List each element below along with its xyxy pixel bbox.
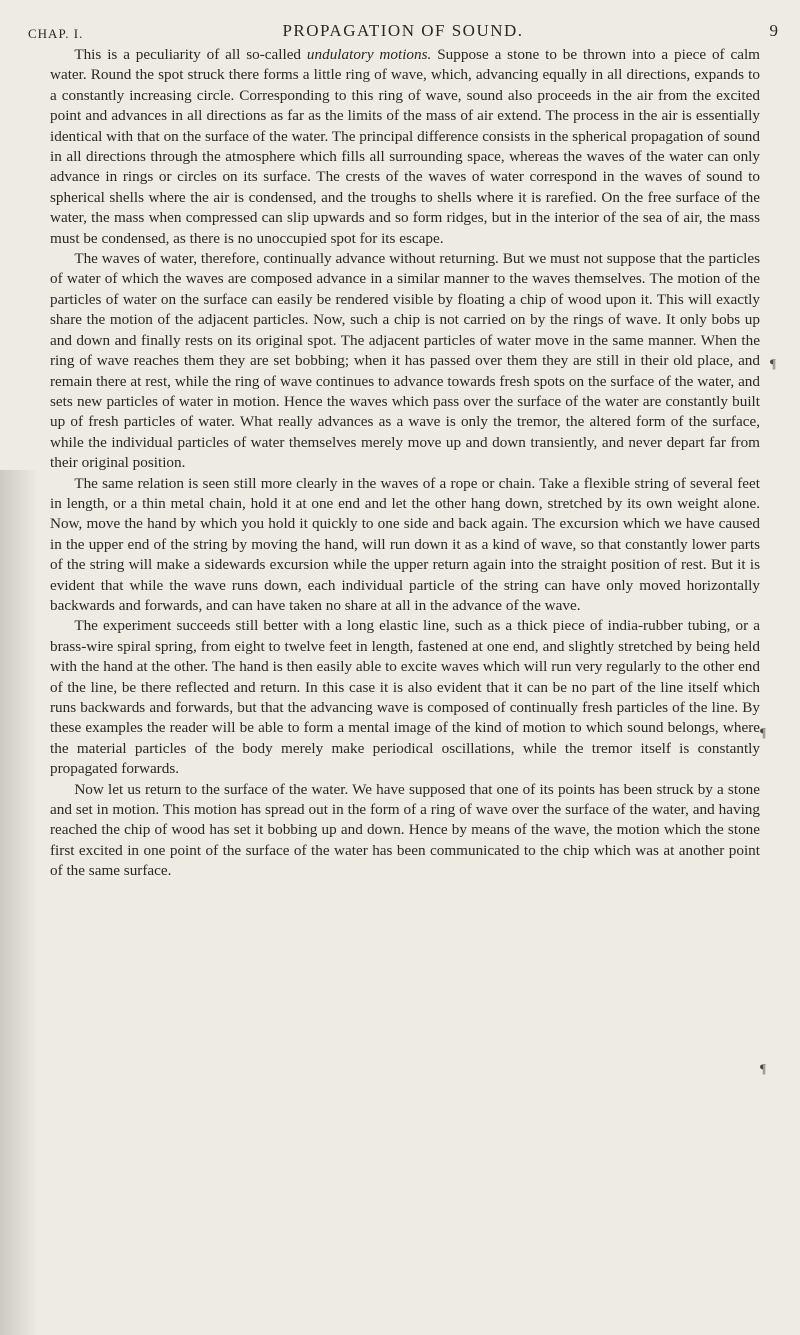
paragraph: Now let us return to the surface of the water. We have supposed that one of its points has been struck by a stone and set in motion. This motion has spread out in the form of a ring of wave over the surface of the water, and having reached the chip of wood has set it bobbing up and down. Hence by means of the wave, the motion which the stone first excited in one point of the surface of the water has been communicated to the chip which was at another point of the same surface. <box>50 780 760 880</box>
paragraph: This is a peculiarity of all so-called undulatory motions. Suppose a stone to be thrown into a piece of calm water. Round the spot struck there forms a little ring of wave, which, advancing equally in all directions, expands to a constantly increasing circle. Corresponding to this ring of wave, sound also proceeds in the air from the excited point and advances in all directions as far as the limits of the mass of air extend. The process in the air is essentially identical with that on the surface of the water. The principal difference consists in the spherical propagation of sound in all directions through the atmosphere which fills all surrounding space, whereas the waves of the water can only advance in rings or circles on its surface. The crests of the waves of water correspond in the waves of sound to spherical shells where the air is condensed, and the troughs to shells where it is rarefied. On the free surface of the water, the mass when compressed can slip upwards and so form ridges, but in the interior of the sea of air, the mass must be condensed, as there is no unoccupied spot for its escape. <box>50 46 760 247</box>
running-title: PROPAGATION OF SOUND. <box>282 21 524 40</box>
body-text <box>50 45 760 882</box>
emphasis: undulatory motions. <box>306 46 432 63</box>
paragraph: The same relation is seen still more clearly in the waves of a rope or chain. Take a flexible string of several feet in length, or a thin metal chain, hold it at one end and let the other hang down, stretched by its own weight alone. Now, move the hand by which you hold it quickly to one side and back again. The excursion which we have caused in the upper end of the string by moving the hand, will run down it as a kind of wave, so that constantly lower parts of the string will make a sidewards excursion while the upper return again into the straight position of rest. But it is evident that while the wave runs down, each individual particle of the string can have only moved horizontally backwards and forwards, and can have taken no share at all in the advance of the wave. <box>50 474 760 614</box>
paragraph: The waves of water, therefore, continually advance without returning. But we must not suppose that the particles of water of which the waves are composed advance in a similar manner to the waves themselves. The motion of the particles of water on the surface can easily be rendered visible by floating a chip of wood upon it. This will exactly share the motion of the adjacent particles. Now, such a chip is not carried on by the rings of wave. It only bobs up and down and finally rests on its original spot. The adjacent particles of water move in the same manner. When the ring of wave reaches them they are set bobbing; when it has passed over them they are still in their old place, and remain there at rest, while the ring of wave continues to advance towards fresh spots on the surface of the water, and sets new particles of water in motion. Hence the waves which pass over the surface of the water are constantly built up of fresh particles of water. What really advances as a wave is only the tremor, the altered form of the surface, while the individual particles of water themselves merely move up and down transiently, and never depart far from their original position. <box>50 250 760 472</box>
pilcrow-mark: ¶ <box>760 725 766 740</box>
running-header <box>28 18 778 46</box>
page-gutter-shadow <box>0 470 38 1335</box>
paragraph: The experiment succeeds still better with a long elastic line, such as a thick piece of india-rubber tubing, or a brass-wire spiral spring, from eight to twelve feet in length, fastened at one end, and slightly stretched by being held with the hand at the other. The hand is then easily able to excite waves which will run very regularly to the other end of the line, be there reflected and return. In this case it is also evident that it can be no part of the line itself which runs backwards and forwards, but that the advancing wave is composed of continually fresh particles of the line. By these examples the reader will be able to form a mental image of the kind of motion to which sound belongs, where the material particles of the body merely make periodical oscillations, while the tremor itself is constantly propagated forwards. <box>50 617 760 778</box>
pilcrow-mark: ¶ <box>760 1061 766 1076</box>
page-number: 9 <box>769 21 778 40</box>
pilcrow-mark: ¶ <box>770 356 776 371</box>
chapter-label: CHAP. I. <box>28 26 84 41</box>
